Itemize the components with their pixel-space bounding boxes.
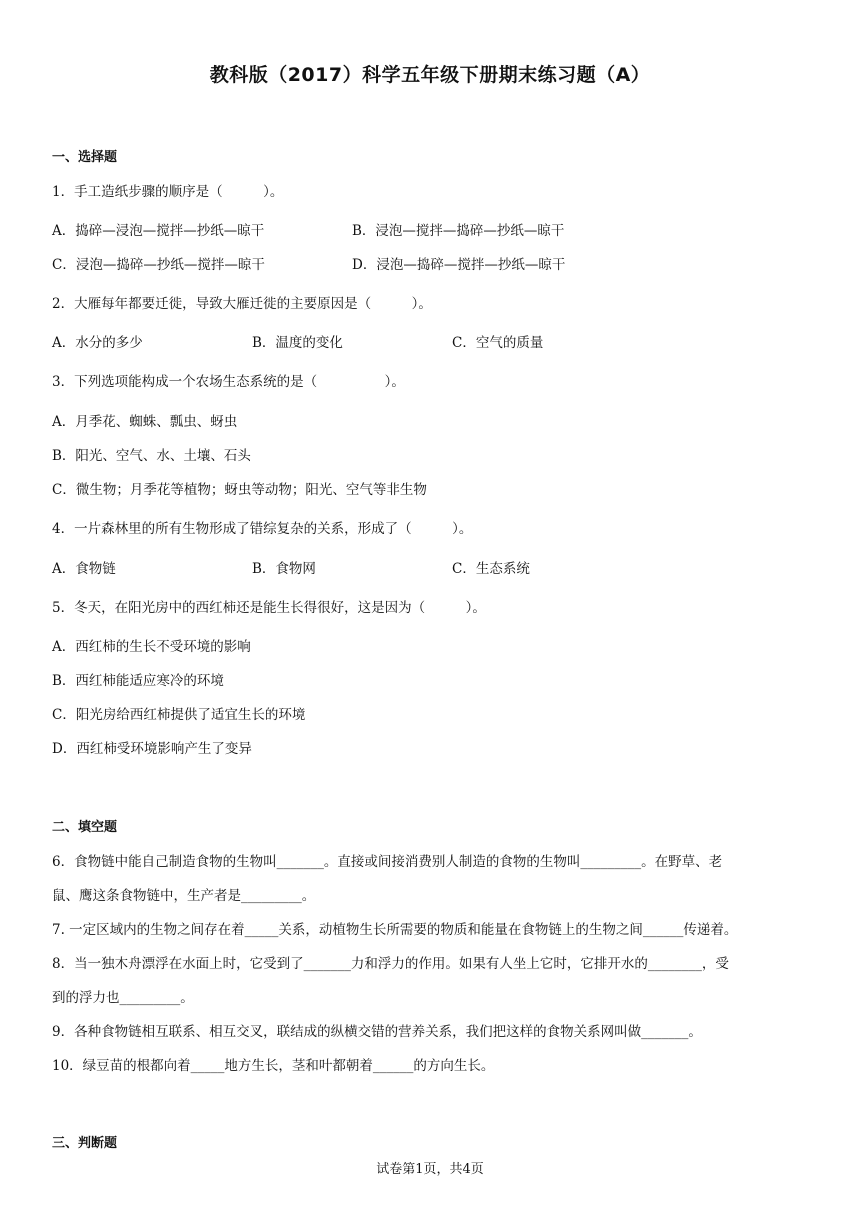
question-2-option-b: B．温度的变化 [252, 335, 343, 351]
question-5-option-a: A．西红柿的生长不受环境的影响 [52, 639, 251, 655]
section-heading-fill: 二、填空题 [52, 820, 118, 835]
question-5-stem: 5．冬天，在阳光房中的西红柿还是能生长得很好，这是因为（ ）。 [52, 600, 486, 616]
question-4-option-b: B．食物网 [252, 561, 316, 577]
question-3-option-c: C．微生物；月季花等植物；蚜虫等动物；阳光、空气等非生物 [52, 482, 427, 498]
page-title: 教科版（2017）科学五年级下册期末练习题（A） [209, 64, 651, 86]
question-6-line-2: 鼠、鹰这条食物链中，生产者是_________。 [52, 888, 316, 904]
question-5-option-b: B．西红柿能适应寒冷的环境 [52, 673, 224, 689]
question-3-option-b: B．阳光、空气、水、土壤、石头 [52, 448, 251, 464]
question-4-option-c: C．生态系统 [452, 561, 530, 577]
question-1-stem: 1．手工造纸步骤的顺序是（ ）。 [52, 184, 284, 200]
question-2-option-a: A．水分的多少 [52, 335, 143, 351]
page-footer: 试卷第1页，共4页 [376, 1162, 484, 1177]
question-3-stem: 3．下列选项能构成一个农场生态系统的是（ ）。 [52, 374, 405, 390]
question-4-stem: 4．一片森林里的所有生物形成了错综复杂的关系，形成了（ ）。 [52, 521, 473, 537]
question-1-option-c: C．浸泡—捣碎—抄纸—搅拌—晾干 [52, 257, 265, 273]
question-7-line-1: 7. 一定区域内的生物之间存在着_____关系，动植物生长所需要的物质和能量在食物链上的生物之间______传递着。 [52, 922, 738, 938]
question-1-option-a: A．捣碎—浸泡—搅拌—抄纸—晾干 [52, 223, 265, 239]
question-2-option-c: C．空气的质量 [452, 335, 544, 351]
section-heading-choice: 一、选择题 [52, 150, 118, 165]
question-8-line-2: 到的浮力也_________。 [52, 990, 194, 1006]
question-2-stem: 2．大雁每年都要迁徙，导致大雁迁徙的主要原因是（ ）。 [52, 296, 432, 312]
question-1-option-b: B．浸泡—搅拌—捣碎—抄纸—晾干 [352, 223, 565, 239]
question-1-option-d: D．浸泡—捣碎—搅拌—抄纸—晾干 [352, 257, 566, 273]
question-8-line-1: 8．当一独木舟漂浮在水面上时，它受到了_______力和浮力的作用。如果有人坐上它时，它排开水的________，受 [52, 956, 729, 972]
question-10-line-1: 10．绿豆苗的根都向着_____地方生长，茎和叶都朝着______的方向生长。 [52, 1058, 495, 1074]
question-5-option-d: D．西红柿受环境影响产生了变异 [52, 741, 252, 757]
section-heading-judge: 三、判断题 [52, 1136, 118, 1151]
question-9-line-1: 9．各种食物链相互联系、相互交叉，联结成的纵横交错的营养关系，我们把这样的食物关系网叫做_______。 [52, 1024, 702, 1040]
question-5-option-c: C．阳光房给西红柿提供了适宜生长的环境 [52, 707, 306, 723]
question-6-line-1: 6．食物链中能自己制造食物的生物叫_______。直接或间接消费别人制造的食物的生物叫_________。在野草、老 [52, 854, 723, 870]
question-4-option-a: A．食物链 [52, 561, 116, 577]
question-3-option-a: A．月季花、蜘蛛、瓢虫、蚜虫 [52, 414, 238, 430]
